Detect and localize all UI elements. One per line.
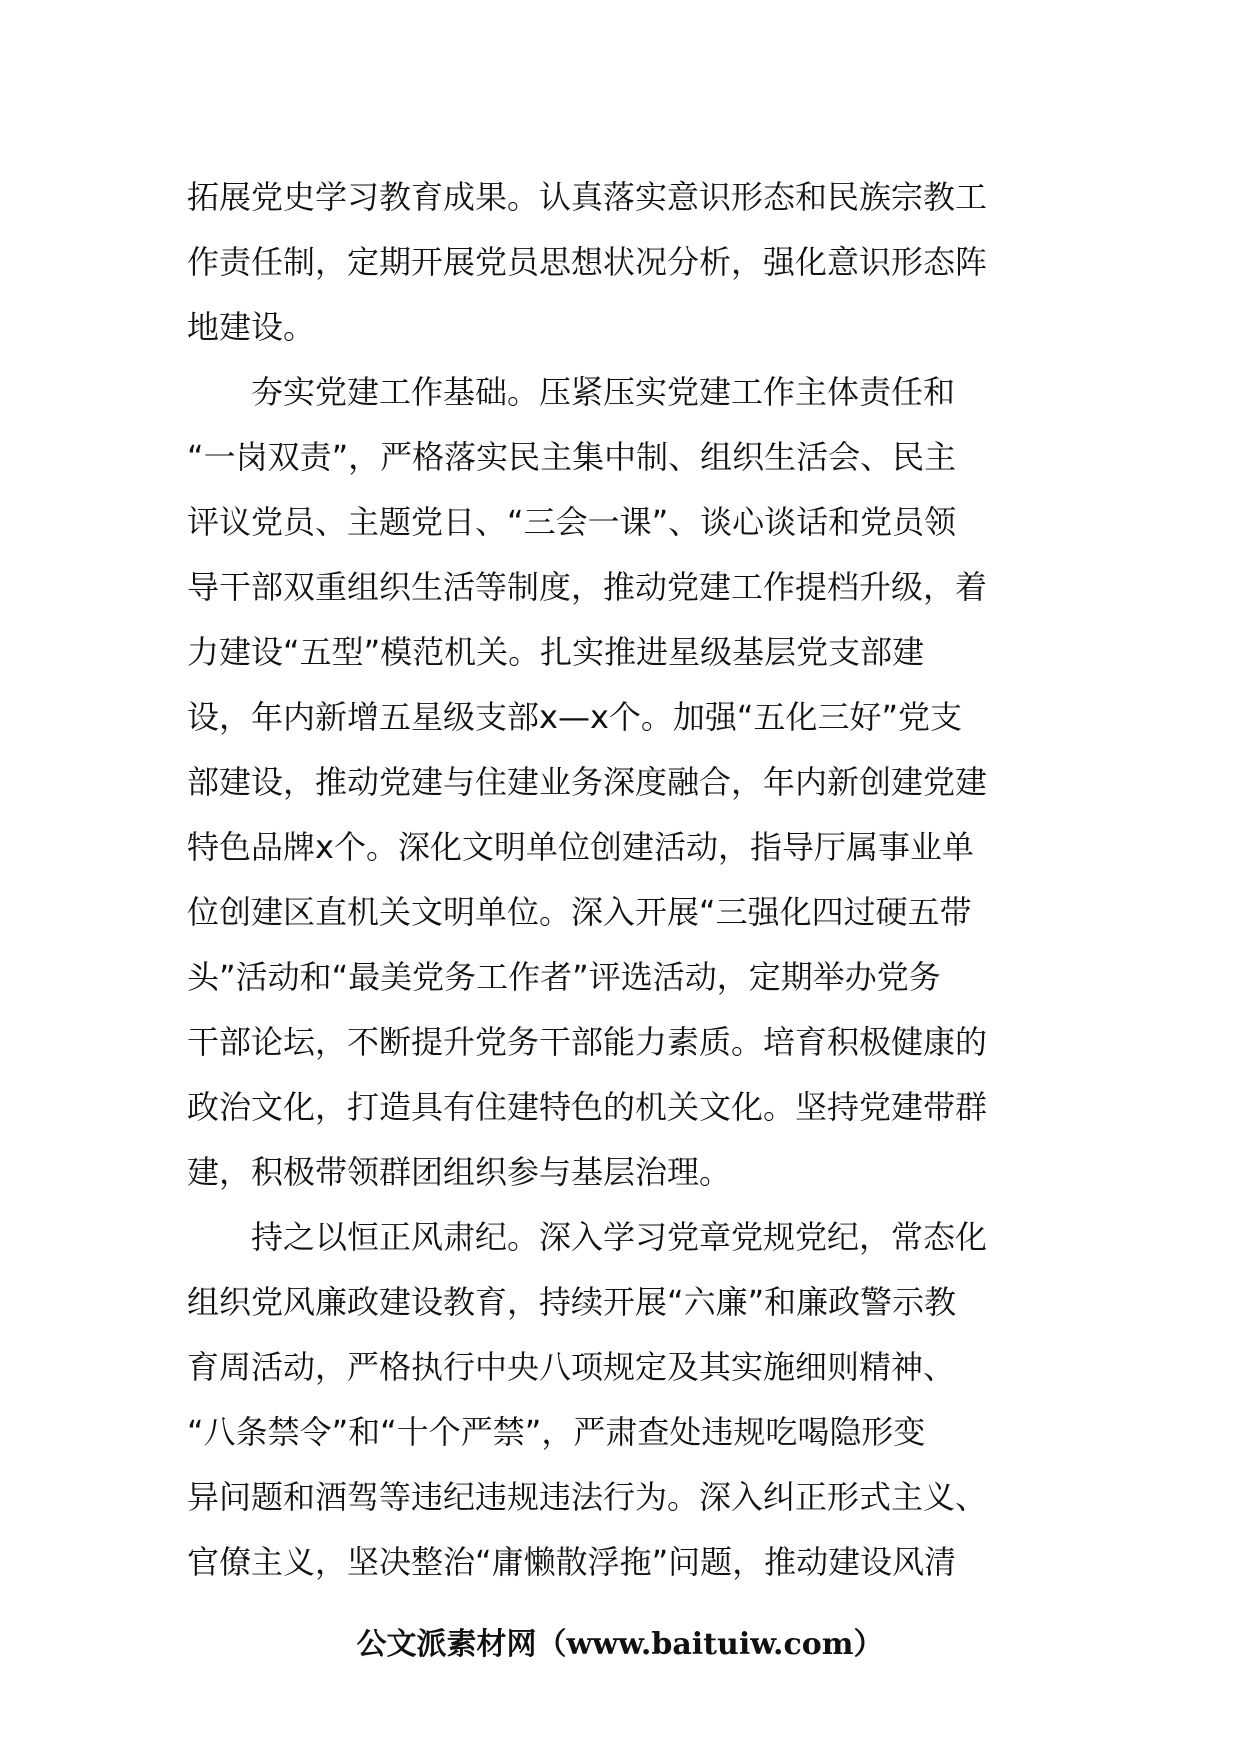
text-line: 育周活动，严格执行中央八项规定及其实施细则精神、	[187, 1348, 956, 1386]
text-line: 组织党风廉政建设教育，持续开展“六廉”和廉政警示教	[187, 1283, 957, 1321]
text-line: 评议党员、主题党日、“三会一课”、谈心谈话和党员领	[187, 503, 957, 541]
text-line: “一岗双责”，严格落实民主集中制、组织生活会、民主	[187, 438, 957, 476]
text-line: 政治文化，打造具有住建特色的机关文化。坚持党建带群	[187, 1088, 988, 1126]
text-line: 夯实党建工作基础。压紧压实党建工作主体责任和	[251, 373, 956, 411]
footer-watermark: 公文派素材网（www.baituiw.com）	[356, 1627, 884, 1662]
text-line: 拓展党史学习教育成果。认真落实意识形态和民族宗教工	[187, 178, 988, 216]
text-line: 异问题和酒驾等违纪违规违法行为。深入纠正形式主义、	[187, 1478, 988, 1516]
text-line: 建，积极带领群团组织参与基层治理。	[187, 1153, 732, 1191]
text-line: 设，年内新增五星级支部x—x个。加强“五化三好”党支	[187, 698, 963, 736]
paragraph-3	[187, 1205, 1062, 1595]
text-line: 导干部双重组织生活等制度，推动党建工作提档升级，着	[187, 568, 988, 606]
text-line: “八条禁令”和“十个严禁”，严肃查处违规吃喝隐形变	[187, 1413, 926, 1451]
document-body	[187, 165, 1062, 1595]
text-line: 官僚主义，坚决整治“庸懒散浮拖”问题，推动建设风清	[187, 1543, 957, 1581]
text-line: 地建设。	[187, 308, 316, 346]
paragraph-2	[187, 360, 1062, 1205]
text-line: 干部论坛，不断提升党务干部能力素质。培育积极健康的	[187, 1023, 988, 1061]
text-line: 力建设“五型”模范机关。扎实推进星级基层党支部建	[187, 633, 925, 671]
text-line: 头”活动和“最美党务工作者”评选活动，定期举办党务	[187, 958, 941, 996]
text-line: 持之以恒正风肃纪。深入学习党章党规党纪，常态化	[251, 1218, 988, 1256]
text-line: 特色品牌x个。深化文明单位创建活动，指导厅属事业单	[187, 828, 974, 866]
text-line: 作责任制，定期开展党员思想状况分析，强化意识形态阵	[187, 243, 988, 281]
text-line: 部建设，推动党建与住建业务深度融合，年内新创建党建	[187, 763, 988, 801]
text-line: 位创建区直机关文明单位。深入开展“三强化四过硬五带	[187, 893, 972, 931]
paragraph-1	[187, 165, 1062, 360]
